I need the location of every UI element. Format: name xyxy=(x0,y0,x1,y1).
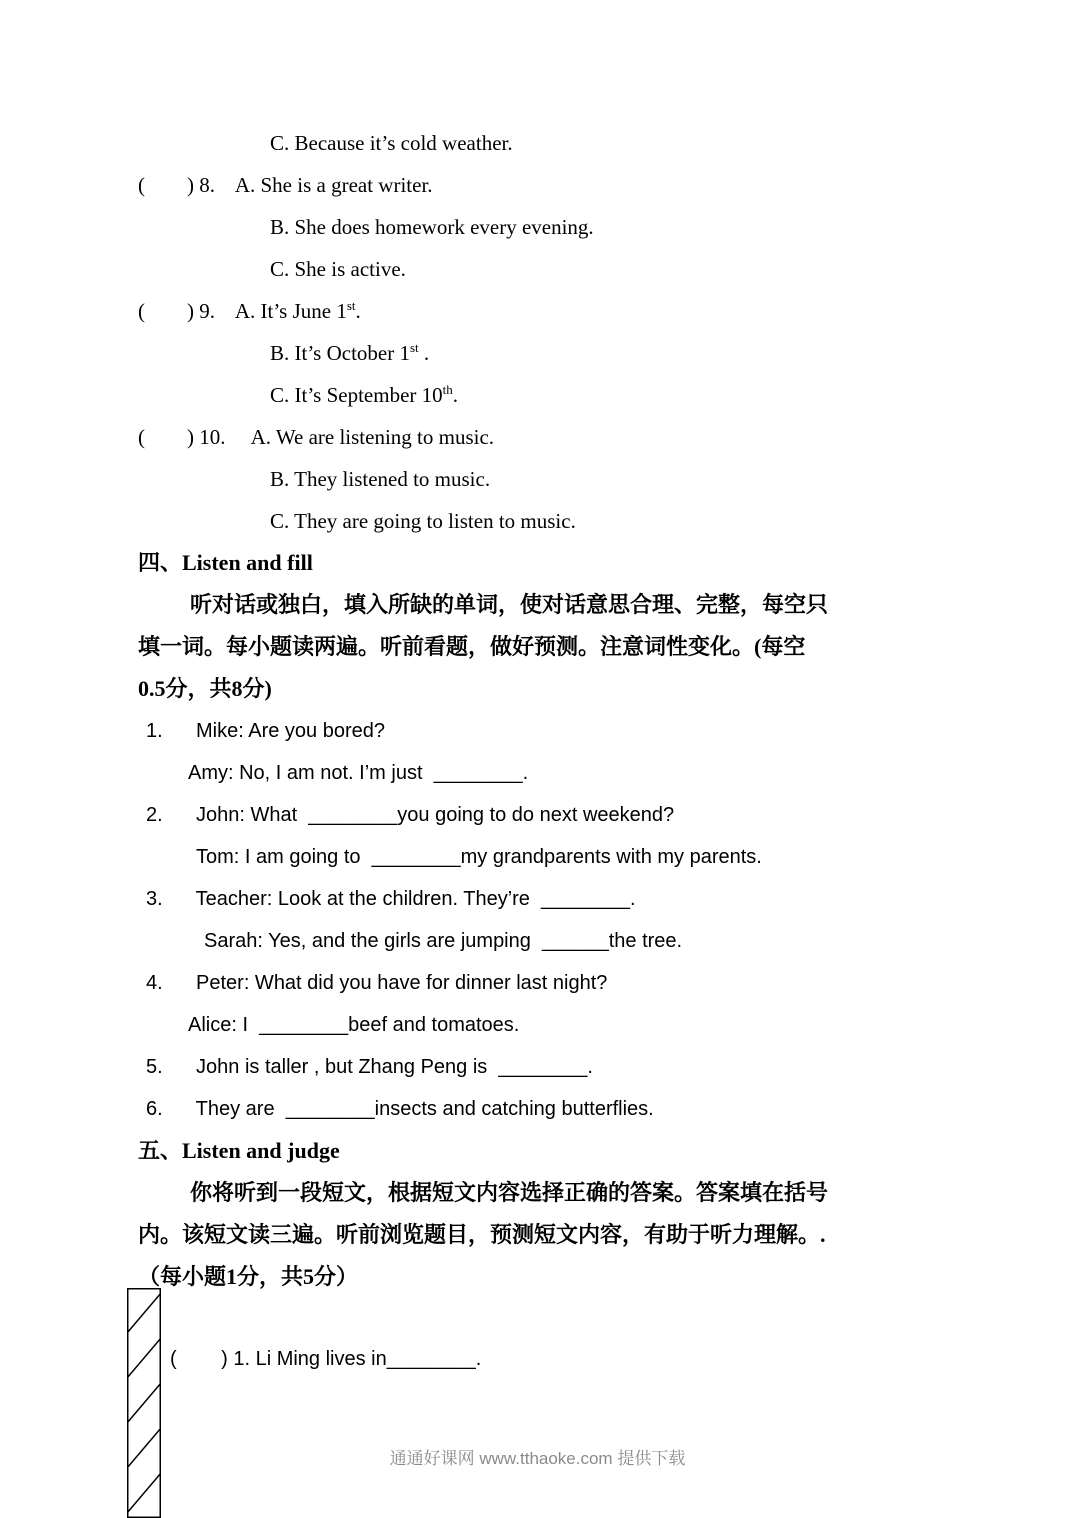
section5-instructions-line2: 内。该短文读三遍。听前浏览题目，预测短文内容，有助于听力理解。. xyxy=(138,1222,826,1247)
option-8b: B. She does homework every evening. xyxy=(270,215,594,239)
option-8c: C. She is active. xyxy=(270,257,406,281)
option-9c-text: C. It’s September 10 xyxy=(270,383,443,407)
fill-item-2-answer-blank: Tom: I am going to ________my grandparents with my parents. xyxy=(196,846,762,868)
section4-instructions-line1: 听对话或独白，填入所缺的单词，使对话意思合理、完整，每空只 xyxy=(190,592,829,617)
fill-item-1-answer-blank: Amy: No, I am not. I’m just ________. xyxy=(188,762,529,784)
question-9-row xyxy=(138,290,955,332)
option-9b-period: . xyxy=(418,341,430,365)
option-9b xyxy=(270,332,955,374)
option-10c: C. They are going to listen to music. xyxy=(270,509,576,533)
section4-instructions-line2: 填一词。每小题读两遍。听前看题，做好预测。注意词性变化。(每空 xyxy=(138,634,806,659)
option-9b-text: B. It’s October 1 xyxy=(270,341,410,365)
fill-item-3-question: 3. Teacher: Look at the children. They’re ________. xyxy=(146,888,636,910)
option-9a-text: ( ) 9. A. It’s June 1 xyxy=(138,299,347,323)
section5-heading: 五、Listen and judge xyxy=(138,1138,340,1163)
fill-item-3-answer-blank: Sarah: Yes, and the girls are jumping ______the tree. xyxy=(204,930,683,952)
option-9b-superscript: st xyxy=(409,340,419,355)
fill-item-4-question: 4. Peter: What did you have for dinner last night? xyxy=(146,972,608,994)
fill-item-6: 6. They are ________insects and catching butterflies. xyxy=(146,1098,654,1120)
fill-item-2-question: 2. John: What ________you going to do next weekend? xyxy=(146,804,675,826)
hatched-bar-graphic xyxy=(127,1288,161,1518)
option-10b: B. They listened to music. xyxy=(270,467,491,491)
question-8-row: ( ) 8. A. She is a great writer. xyxy=(138,173,433,197)
option-7c: C. Because it’s cold weather. xyxy=(270,131,513,155)
section4-instructions-line3: 0.5分，共8分) xyxy=(138,676,272,701)
fill-item-4-answer-blank: Alice: I ________beef and tomatoes. xyxy=(188,1014,520,1036)
footer-watermark: 通通好课网 www.tthaoke.com 提供下载 xyxy=(389,1449,686,1468)
option-9a-superscript: st xyxy=(346,298,356,313)
option-9c xyxy=(270,374,955,416)
judge-item-1: ( ) 1. Li Ming lives in________. xyxy=(170,1348,482,1370)
option-9c-superscript: th xyxy=(442,382,453,397)
fill-item-5: 5. John is taller , but Zhang Peng is ________. xyxy=(146,1056,593,1078)
question-10-row: ( ) 10. A. We are listening to music. xyxy=(138,425,495,449)
section4-heading: 四、Listen and fill xyxy=(138,550,313,575)
fill-item-1-question: 1. Mike: Are you bored? xyxy=(146,720,386,742)
option-9a-period: . xyxy=(355,299,361,323)
listening-choice-block xyxy=(138,122,955,542)
section5-instructions-line1: 你将听到一段短文，根据短文内容选择正确的答案。答案填在括号 xyxy=(190,1180,829,1205)
option-9c-period: . xyxy=(452,383,459,407)
section-listen-and-judge xyxy=(138,1130,955,1380)
section-listen-and-fill xyxy=(138,542,955,1130)
section5-instructions-line3: （每小题1分，共5分） xyxy=(138,1264,359,1289)
